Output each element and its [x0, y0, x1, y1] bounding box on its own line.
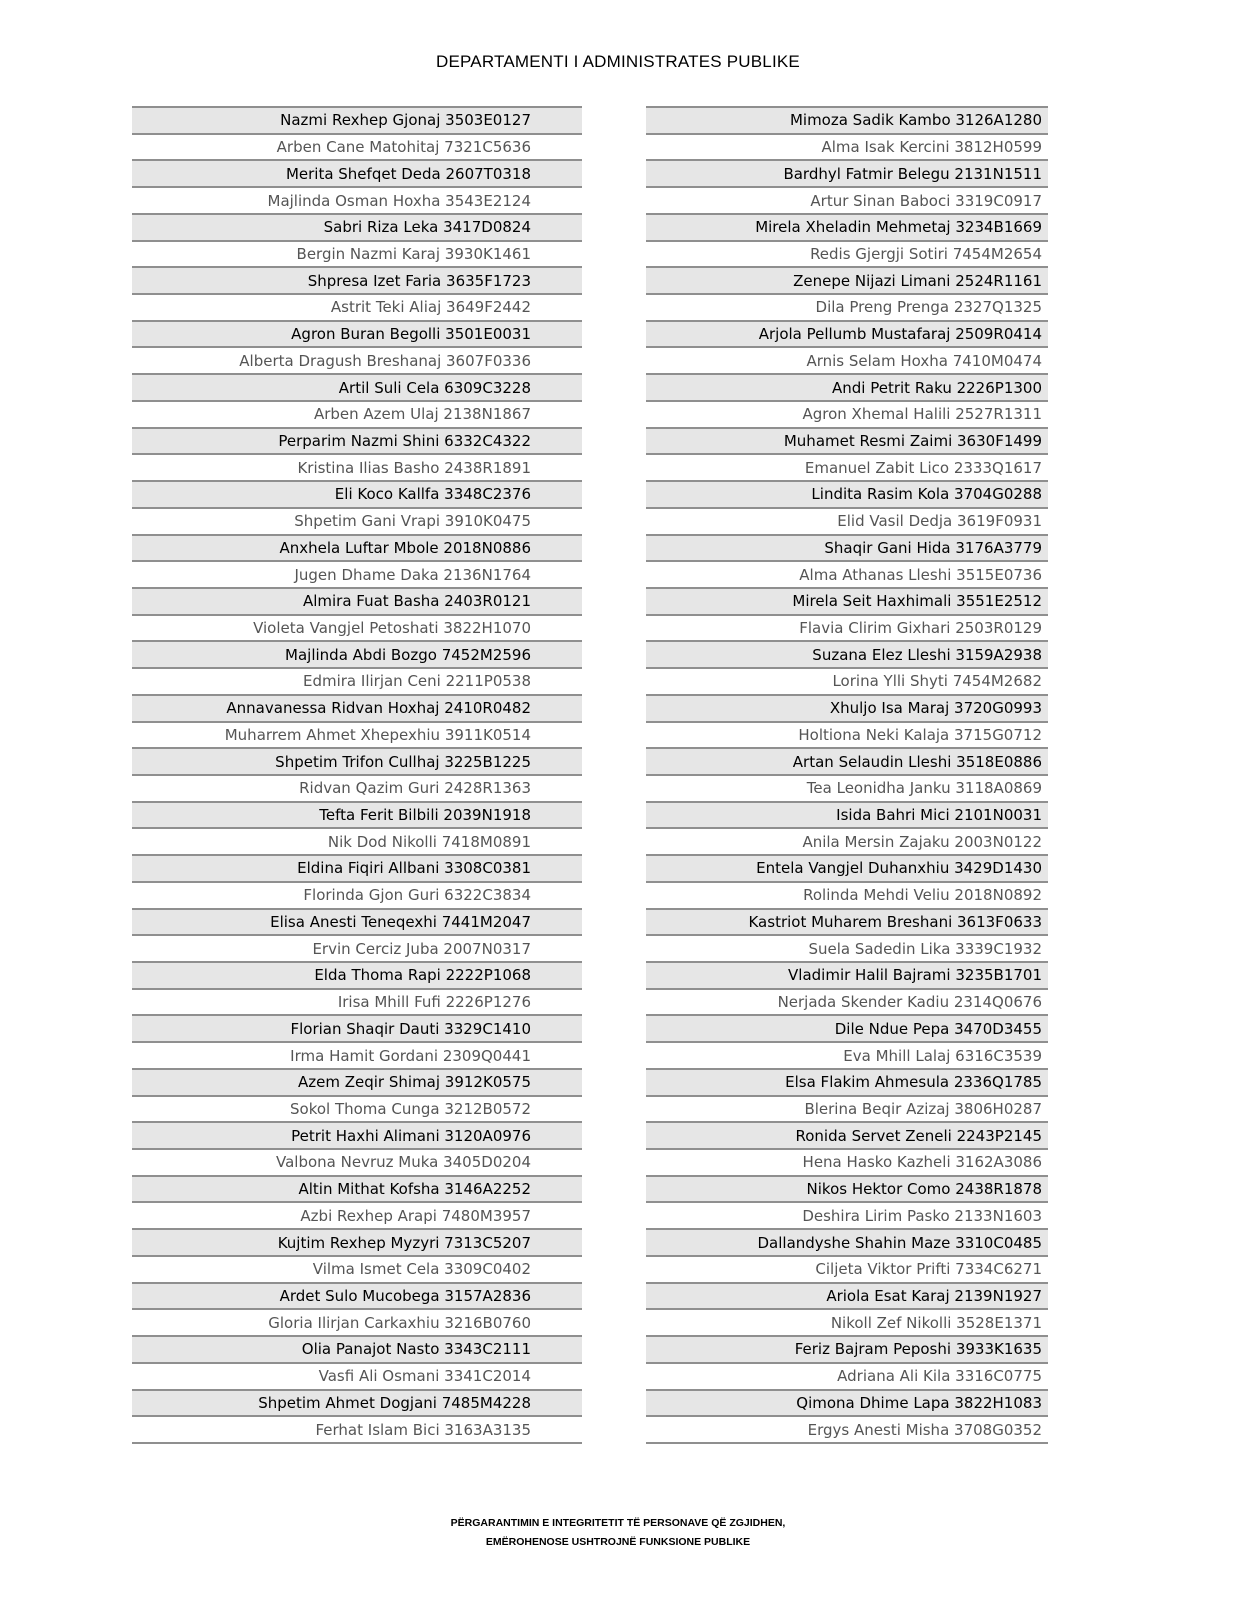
list-item	[132, 1308, 582, 1335]
list-item	[132, 1415, 582, 1442]
list-item-text: Nik Dod Nikolli 7418M0891	[327, 832, 531, 851]
list-item	[646, 480, 1048, 507]
list-item-text: Bergin Nazmi Karaj 3930K1461	[296, 244, 531, 263]
list-item-text: Ergys Anesti Misha 3708G0352	[807, 1420, 1042, 1439]
list-item	[132, 453, 582, 480]
list-item	[132, 827, 582, 854]
list-item-text: Feriz Bajram Peposhi 3933K1635	[794, 1340, 1042, 1359]
list-item-text: Irma Hamit Gordani 2309Q0441	[290, 1046, 531, 1065]
list-item	[132, 346, 582, 373]
list-item-text: Elisa Anesti Teneqexhi 7441M2047	[270, 912, 531, 931]
list-item-text: Entela Vangjel Duhanxhiu 3429D1430	[756, 859, 1042, 878]
list-item	[646, 1228, 1048, 1255]
list-item	[646, 159, 1048, 186]
list-item-text: Gloria Ilirjan Carkaxhiu 3216B0760	[268, 1313, 531, 1332]
list-item-text: Lorina Ylli Shyti 7454M2682	[832, 672, 1042, 691]
list-item	[132, 881, 582, 908]
list-item	[132, 373, 582, 400]
list-item-text: Agron Xhemal Halili 2527R1311	[802, 405, 1042, 424]
list-item-text: Ciljeta Viktor Prifti 7334C6271	[815, 1260, 1042, 1279]
list-item	[646, 721, 1048, 748]
list-item	[132, 534, 582, 561]
list-item	[646, 400, 1048, 427]
list-item-text: Mimoza Sadik Kambo 3126A1280	[789, 111, 1042, 130]
list-item-text: Astrit Teki Aliaj 3649F2442	[330, 298, 531, 317]
list-item-text: Emanuel Zabit Lico 2333Q1617	[804, 458, 1042, 477]
list-item	[646, 988, 1048, 1015]
list-item-text: Bardhyl Fatmir Belegu 2131N1511	[783, 164, 1042, 183]
list-item	[646, 694, 1048, 721]
list-item	[132, 133, 582, 160]
list-item	[132, 400, 582, 427]
list-item	[646, 1282, 1048, 1309]
list-item	[132, 293, 582, 320]
list-item	[132, 1121, 582, 1148]
list-item	[132, 159, 582, 186]
list-item	[646, 1415, 1048, 1442]
list-item	[132, 106, 582, 133]
list-item-text: Ronida Servet Zeneli 2243P2145	[795, 1126, 1042, 1145]
list-item	[646, 854, 1048, 881]
list-item-text: Nazmi Rexhep Gjonaj 3503E0127	[280, 111, 531, 130]
list-item	[132, 1389, 582, 1416]
list-item	[646, 453, 1048, 480]
list-item	[132, 1228, 582, 1255]
list-item	[132, 507, 582, 534]
list-item-text: Ferhat Islam Bici 3163A3135	[315, 1420, 531, 1439]
list-item	[132, 854, 582, 881]
list-item-text: Arben Azem Ulaj 2138N1867	[313, 405, 531, 424]
list-item-text: Shpetim Ahmet Dogjani 7485M4228	[258, 1393, 531, 1412]
list-item	[132, 614, 582, 641]
list-item-text: Holtiona Neki Kalaja 3715G0712	[798, 725, 1042, 744]
list-item	[646, 427, 1048, 454]
list-item-text: Adriana Ali Kila 3316C0775	[837, 1367, 1042, 1386]
list-item	[646, 747, 1048, 774]
list-item	[646, 801, 1048, 828]
list-item	[646, 1255, 1048, 1282]
list-item	[132, 1255, 582, 1282]
list-item	[132, 694, 582, 721]
list-end-divider	[646, 1442, 1048, 1444]
list-item	[132, 1095, 582, 1122]
list-item-text: Eli Koco Kallfa 3348C2376	[334, 485, 531, 504]
list-item-text: Shpetim Gani Vrapi 3910K0475	[294, 512, 531, 531]
list-item	[132, 640, 582, 667]
list-item	[132, 266, 582, 293]
list-item-text: Ariola Esat Karaj 2139N1927	[826, 1286, 1042, 1305]
list-item	[132, 801, 582, 828]
list-item-text: Ervin Cerciz Juba 2007N0317	[312, 939, 531, 958]
list-item	[646, 507, 1048, 534]
list-item	[646, 186, 1048, 213]
list-item	[132, 1014, 582, 1041]
list-item	[646, 320, 1048, 347]
list-item	[132, 961, 582, 988]
list-item-text: Vilma Ismet Cela 3309C0402	[312, 1260, 531, 1279]
list-item-text: Kastriot Muharem Breshani 3613F0633	[748, 912, 1042, 931]
list-item-text: Mirela Xheladin Mehmetaj 3234B1669	[755, 218, 1042, 237]
list-item	[132, 721, 582, 748]
list-item-text: Dile Ndue Pepa 3470D3455	[834, 1019, 1042, 1038]
list-item-text: Deshira Lirim Pasko 2133N1603	[802, 1206, 1042, 1225]
list-item	[132, 774, 582, 801]
list-item-text: Rolinda Mehdi Veliu 2018N0892	[803, 886, 1042, 905]
list-item-text: Andi Petrit Raku 2226P1300	[831, 378, 1042, 397]
list-item-text: Anila Mersin Zajaku 2003N0122	[802, 832, 1042, 851]
list-item	[646, 614, 1048, 641]
left-name-list	[132, 106, 582, 1444]
list-item	[646, 1362, 1048, 1389]
list-item	[646, 1389, 1048, 1416]
list-item-text: Tea Leonidha Janku 3118A0869	[806, 779, 1042, 798]
list-item	[132, 560, 582, 587]
list-item	[646, 1175, 1048, 1202]
list-item	[646, 373, 1048, 400]
list-item	[132, 1362, 582, 1389]
list-item	[646, 1121, 1048, 1148]
list-item-text: Hena Hasko Kazheli 3162A3086	[802, 1153, 1042, 1172]
list-item-text: Flavia Clirim Gixhari 2503R0129	[799, 619, 1042, 638]
list-item	[646, 667, 1048, 694]
list-item	[646, 240, 1048, 267]
list-item	[132, 1148, 582, 1175]
list-item-text: Redis Gjergji Sotiri 7454M2654	[810, 244, 1042, 263]
list-end-divider	[132, 1442, 582, 1444]
list-item	[132, 480, 582, 507]
list-item-text: Majlinda Osman Hoxha 3543E2124	[267, 191, 531, 210]
list-item	[646, 106, 1048, 133]
list-item-text: Florinda Gjon Guri 6322C3834	[303, 886, 531, 905]
list-item-text: Alberta Dragush Breshanaj 3607F0336	[239, 351, 531, 370]
list-item-text: Isida Bahri Mici 2101N0031	[836, 806, 1042, 825]
list-item	[646, 934, 1048, 961]
list-item-text: Ridvan Qazim Guri 2428R1363	[299, 779, 531, 798]
list-item-text: Annavanessa Ridvan Hoxhaj 2410R0482	[226, 699, 531, 718]
list-item	[646, 1068, 1048, 1095]
list-item-text: Kristina Ilias Basho 2438R1891	[297, 458, 531, 477]
list-item-text: Jugen Dhame Daka 2136N1764	[294, 565, 531, 584]
list-item-text: Eva Mhill Lalaj 6316C3539	[843, 1046, 1042, 1065]
list-item-text: Vladimir Halil Bajrami 3235B1701	[788, 966, 1042, 985]
list-item	[132, 1335, 582, 1362]
list-item-text: Violeta Vangjel Petoshati 3822H1070	[253, 619, 531, 638]
list-item	[132, 1175, 582, 1202]
footer-line-2: EMËROHENOSE USHTROJNË FUNKSIONE PUBLIKE	[485, 1536, 751, 1548]
footer-line-1: PËRGARANTIMIN E INTEGRITETIT TË PERSONAVE QË ZGJIDHEN,	[450, 1517, 786, 1529]
list-item-text: Muharrem Ahmet Xhepexhiu 3911K0514	[224, 725, 531, 744]
list-item-text: Xhuljo Isa Maraj 3720G0993	[829, 699, 1042, 718]
list-item-text: Artil Suli Cela 6309C3228	[338, 378, 531, 397]
footer	[0, 1514, 1236, 1552]
list-item-text: Azem Zeqir Shimaj 3912K0575	[298, 1073, 531, 1092]
list-item	[646, 961, 1048, 988]
list-item-text: Arjola Pellumb Mustafaraj 2509R0414	[758, 325, 1042, 344]
list-item-text: Perparim Nazmi Shini 6332C4322	[278, 431, 531, 450]
list-item-text: Shpresa Izet Faria 3635F1723	[307, 271, 531, 290]
list-item-text: Sokol Thoma Cunga 3212B0572	[290, 1099, 531, 1118]
list-item	[646, 560, 1048, 587]
list-item-text: Dallandyshe Shahin Maze 3310C0485	[757, 1233, 1042, 1252]
list-item-text: Petrit Haxhi Alimani 3120A0976	[291, 1126, 531, 1145]
list-item-text: Alma Athanas Lleshi 3515E0736	[799, 565, 1042, 584]
list-item-text: Shaqir Gani Hida 3176A3779	[824, 538, 1042, 557]
list-item	[646, 1308, 1048, 1335]
list-item	[132, 213, 582, 240]
list-item	[132, 587, 582, 614]
list-item	[646, 1335, 1048, 1362]
list-item-text: Azbi Rexhep Arapi 7480M3957	[300, 1206, 531, 1225]
list-item-text: Dila Preng Prenga 2327Q1325	[815, 298, 1042, 317]
list-item-text: Suela Sadedin Lika 3339C1932	[808, 939, 1042, 958]
list-item-text: Majlinda Abdi Bozgo 7452M2596	[285, 645, 531, 664]
list-item	[646, 908, 1048, 935]
list-item	[646, 534, 1048, 561]
list-item	[646, 640, 1048, 667]
list-item	[132, 240, 582, 267]
list-item-text: Artan Selaudin Lleshi 3518E0886	[792, 752, 1042, 771]
list-item	[646, 1148, 1048, 1175]
list-item	[646, 827, 1048, 854]
list-item-text: Kujtim Rexhep Myzyri 7313C5207	[277, 1233, 531, 1252]
list-item	[132, 1041, 582, 1068]
list-item-text: Artur Sinan Baboci 3319C0917	[810, 191, 1042, 210]
list-item-text: Arnis Selam Hoxha 7410M0474	[806, 351, 1042, 370]
list-item-text: Muhamet Resmi Zaimi 3630F1499	[783, 431, 1042, 450]
list-item	[646, 1095, 1048, 1122]
list-item-text: Valbona Nevruz Muka 3405D0204	[276, 1153, 531, 1172]
list-item	[132, 427, 582, 454]
list-item-text: Alma Isak Kercini 3812H0599	[821, 138, 1042, 157]
list-item-text: Almira Fuat Basha 2403R0121	[302, 592, 531, 611]
right-name-list	[646, 106, 1048, 1444]
page-title: DEPARTAMENTI I ADMINISTRATES PUBLIKE	[436, 52, 800, 71]
list-item	[132, 1282, 582, 1309]
list-item-text: Sabri Riza Leka 3417D0824	[323, 218, 531, 237]
list-item-text: Nikos Hektor Como 2438R1878	[806, 1180, 1042, 1199]
list-item-text: Altin Mithat Kofsha 3146A2252	[298, 1180, 531, 1199]
list-item-text: Elsa Flakim Ahmesula 2336Q1785	[785, 1073, 1042, 1092]
list-item-text: Elda Thoma Rapi 2222P1068	[314, 966, 531, 985]
list-item-text: Edmira Ilirjan Ceni 2211P0538	[302, 672, 531, 691]
list-item	[132, 667, 582, 694]
list-item-text: Anxhela Luftar Mbole 2018N0886	[279, 538, 531, 557]
list-item-text: Zenepe Nijazi Limani 2524R1161	[793, 271, 1042, 290]
list-item-text: Qimona Dhime Lapa 3822H1083	[796, 1393, 1042, 1412]
list-item-text: Arben Cane Matohitaj 7321C5636	[276, 138, 531, 157]
list-item-text: Shpetim Trifon Cullhaj 3225B1225	[275, 752, 531, 771]
list-item-text: Suzana Elez Lleshi 3159A2938	[812, 645, 1042, 664]
list-item-text: Tefta Ferit Bilbili 2039N1918	[319, 806, 531, 825]
list-item	[646, 1041, 1048, 1068]
list-item	[646, 266, 1048, 293]
list-item	[132, 320, 582, 347]
list-item	[646, 587, 1048, 614]
list-item	[646, 881, 1048, 908]
list-item	[646, 1014, 1048, 1041]
list-item-text: Lindita Rasim Kola 3704G0288	[811, 485, 1042, 504]
list-item-text: Vasfi Ali Osmani 3341C2014	[318, 1367, 531, 1386]
list-item	[646, 346, 1048, 373]
list-item	[646, 1201, 1048, 1228]
list-item-text: Eldina Fiqiri Allbani 3308C0381	[297, 859, 531, 878]
list-item-text: Irisa Mhill Fufi 2226P1276	[337, 993, 531, 1012]
list-item	[132, 747, 582, 774]
list-item	[646, 213, 1048, 240]
list-item-text: Agron Buran Begolli 3501E0031	[291, 325, 531, 344]
list-item-text: Elid Vasil Dedja 3619F0931	[837, 512, 1042, 531]
list-item	[646, 133, 1048, 160]
list-item-text: Olia Panajot Nasto 3343C2111	[301, 1340, 531, 1359]
list-item	[646, 293, 1048, 320]
list-item	[132, 1068, 582, 1095]
list-item-text: Merita Shefqet Deda 2607T0318	[285, 164, 531, 183]
list-item-text: Ardet Sulo Mucobega 3157A2836	[279, 1286, 531, 1305]
list-item	[132, 908, 582, 935]
list-item-text: Florian Shaqir Dauti 3329C1410	[290, 1019, 531, 1038]
list-item	[132, 934, 582, 961]
list-item	[132, 1201, 582, 1228]
list-item-text: Mirela Seit Haxhimali 3551E2512	[792, 592, 1042, 611]
list-item	[132, 186, 582, 213]
list-item-text: Nerjada Skender Kadiu 2314Q0676	[777, 993, 1042, 1012]
list-item-text: Blerina Beqir Azizaj 3806H0287	[804, 1099, 1042, 1118]
list-item	[646, 774, 1048, 801]
list-item	[132, 988, 582, 1015]
list-item-text: Nikoll Zef Nikolli 3528E1371	[830, 1313, 1042, 1332]
